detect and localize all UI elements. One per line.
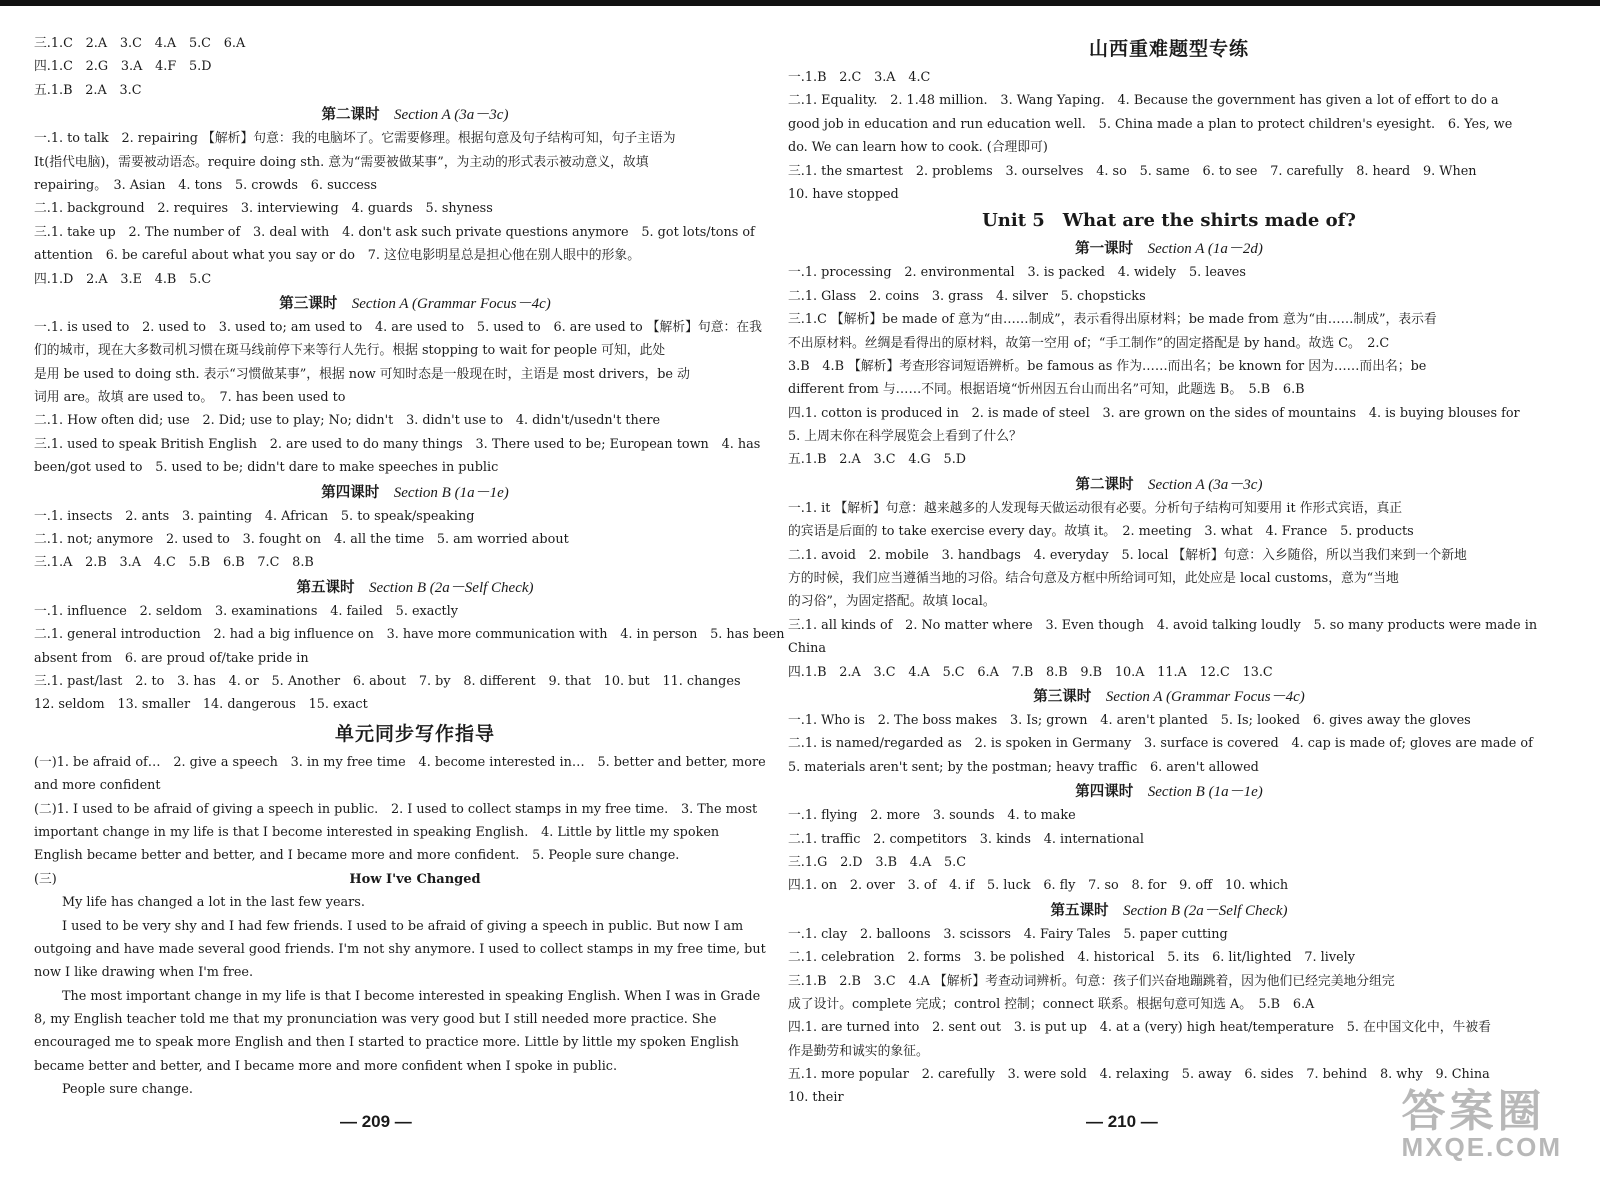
answer-block [788,804,1550,898]
answer-block [34,32,796,102]
answer-line: 的习俗”，为固定搭配。故填 local。 [788,594,996,610]
answer-line: It(指代电脑)，需要被动语态。require doing sth. 意为“需要被做某事”，为主动的形式表示被动意义，故填 [34,154,649,170]
answer-line: 不出原材料。丝绸是看得出的原材料，故第一空用 of；“手工制作”的固定搭配是 by hand。故选 C。 2.C [788,335,1390,351]
answer-line: 3.B 4.B 【解析】考查形容词短语辨析。be famous as 作为……而出名；be known for 因为……而出名；be [788,358,1427,374]
answer-line: 方的时候，我们应当遵循当地的习俗。结合句意及方框中所给词可知，此处应是 local customs，意为“当地 [788,571,1399,587]
answer-line: 5. materials aren't sent; by the postman; heavy traffic 6. aren't allowed [788,759,1259,775]
answer-block [788,497,1550,684]
lesson-heading [788,684,1550,709]
unit-heading: Unit 5 What are the shirts made of? [982,210,1356,232]
lesson-title: 第三课时 [1033,687,1092,705]
left-page-column [34,32,796,1102]
right-page-column [788,32,1550,1110]
top-border [0,0,1600,6]
section-label: Section B (1a－1e) [393,484,509,501]
answer-line: 三.1. all kinds of 2. No matter where 3. Even though 4. avoid talking loudly 5. so many products were made in [788,617,1538,633]
section-label: Section A (3a－3c) [1148,476,1263,493]
answer-line: 三.1.B 2.B 3.C 4.A 【解析】考查动词辨析。句意：孩子们兴奋地蹦跳着，因为他们已经完美地分组完 [788,973,1395,989]
answer-line: 二.1. Equality. 2. 1.48 million. 3. Wang Yaping. 4. Because the government has given a lot of effort to do a [788,93,1499,109]
answer-line: 二.1. traffic 2. competitors 3. kinds 4. international [788,831,1144,847]
answer-line: encouraged me to speak more English and then I started to practice more. Little by little my spoken English [34,1035,739,1051]
answer-block [788,66,1550,206]
lesson-heading [788,779,1550,804]
answer-line: 五.1.B 2.A 3.C 4.G 5.D [788,452,967,468]
section-label: Section A (1a－2d) [1147,241,1263,258]
answer-line: 三.1.G 2.D 3.B 4.A 5.C [788,854,967,870]
lesson-title: 第二课时 [321,106,380,124]
answer-line: 一.1.B 2.C 3.A 4.C [788,70,931,85]
answer-line: 作是勤劳和诚实的象征。 [788,1043,929,1059]
answer-line: 10. have stopped [788,186,899,202]
answer-line: 一.1. to talk 2. repairing 【解析】句意：我的电脑坏了。它需要修理。根据句意及句子结构可知，句子主语为 [34,131,676,147]
lesson-heading [34,291,796,316]
watermark-line-2: MXQE.COM [1401,1132,1562,1162]
answer-line: China [788,641,826,657]
answer-line: I used to be very shy and I had few friends. I used to be afraid of giving a speech in public. But now I am [62,918,744,934]
answer-line: 三.1.C 2.A 3.C 4.A 5.C 6.A [34,36,246,51]
answer-line: 一.1. influence 2. seldom 3. examinations 4. failed 5. exactly [34,603,459,619]
answer-line: 三.1.A 2.B 3.A 4.C 5.B 6.B 7.C 8.B [34,555,314,571]
essay-paragraph [34,1078,796,1101]
lesson-title: 第三课时 [279,294,338,312]
section-label: Section B (2a－Self Check) [368,579,534,596]
answer-line: good job in education and run education well. 5. China made a plan to protect children's eyesight. 6. Yes, we [788,116,1513,132]
lesson-title: 第四课时 [1075,783,1134,801]
lesson-heading [788,236,1550,261]
answer-line: attention 6. be careful about what you say or do 7. 这位电影明星总是担心他在别人眼中的形象。 [34,248,640,264]
answer-line: been/got used to 5. used to be; didn't dare to make speeches in public [34,460,499,476]
lesson-heading [34,102,796,127]
lesson-heading [34,575,796,600]
essay-paragraph [34,891,796,914]
answer-line: 三.1.C 【解析】be made of 意为“由……制成”，表示看得出原材料；be made from 意为“由……制成”，表示看 [788,312,1437,328]
answer-line: outgoing and have made several good friends. I'm not shy anymore. I used to collect stamps in my free time, but [34,941,766,957]
answer-line: (二)1. I used to be afraid of giving a speech in public. 2. I used to collect stamps in my free time. 3. The most [34,801,758,817]
answer-line: absent from 6. are proud of/take pride in [34,650,309,666]
answer-line: 三.1. the smartest 2. problems 3. ourselves 4. so 5. same 6. to see 7. carefully 8. heard 9. When [788,163,1477,179]
answer-line: 四.1.C 2.G 3.A 4.F 5.D [34,59,212,75]
answer-line: 一.1. Who is 2. The boss makes 3. Is; grown 4. aren't planted 5. Is; looked 6. gives away the gloves [788,712,1471,728]
answer-line: 是用 be used to doing sth. 表示“习惯做某事”，根据 now 可知时态是一般现在时，主语是 most drivers，be 动 [34,366,690,382]
watermark [1401,1087,1562,1162]
lesson-title: 第二课时 [1075,475,1134,493]
answer-line: 成了设计。complete 完成；control 控制；connect 联系。根据句意可知选 A。 5.B 6.A [788,996,1315,1012]
answer-line: and more confident [34,778,161,794]
answer-line: 二.1. avoid 2. mobile 3. handbags 4. everyday 5. local 【解析】句意：入乡随俗，所以当我们来到一个新地 [788,547,1467,563]
page-number-right: — 210 — [1086,1112,1158,1131]
essay-title: How I've Changed [349,871,481,887]
answer-line: 一.1. it 【解析】句意：越来越多的人发现每天做运动很有必要。分析句子结构可知要用 it 作形式宾语，真正 [788,500,1403,516]
answer-line: 的宾语是后面的 to take exercise every day。故填 it。 2. meeting 3. what 4. France 5. products [788,524,1414,540]
answer-line: 12. seldom 13. smaller 14. dangerous 15. exact [34,697,368,713]
answer-block [34,600,796,717]
answer-block [34,316,796,480]
answer-line: 8, my English teacher told me that my pronunciation was very good but I still needed more practice. She [34,1012,717,1028]
answer-line: 二.1. celebration 2. forms 3. be polished 4. historical 5. its 6. lit/lighted 7. lively [788,950,1355,966]
answer-line: repairing。 3. Asian 4. tons 5. crowds 6. success [34,177,377,193]
section-label: Section B (2a－Self Check) [1122,902,1288,919]
answer-line: My life has changed a lot in the last few years. [62,895,365,911]
lesson-heading [34,480,796,505]
answer-block [788,261,1550,472]
answer-line: became better and better, and I became more and more confident when I spoke in public. [34,1058,618,1074]
answer-line: 四.1.D 2.A 3.E 4.B 5.C [34,271,212,287]
answer-line: 四.1. are turned into 2. sent out 3. is put up 4. at a (very) high heat/temperature 5. 在中国文化中，牛被看 [788,1020,1491,1036]
section-heading: 单元同步写作指导 [334,722,495,745]
answer-line: important change in my life is that I become interested in speaking English. 4. Little by little my spoken [34,824,720,840]
lesson-heading [788,472,1550,497]
answer-line: 四.1. cotton is produced in 2. is made of steel 3. are grown on the sides of mountains 4. is buying blouses for [788,405,1520,421]
answer-line: 三.1. take up 2. The number of 3. deal with 4. don't ask such private questions anymore 5. got lots/tons of [34,224,755,240]
answer-line: 一.1. insects 2. ants 3. painting 4. African 5. to speak/speaking [34,508,475,524]
section-label: Section A (3a－3c) [394,107,509,124]
answer-line: 五.1.B 2.A 3.C [34,82,142,98]
lesson-heading [788,898,1550,923]
section-label: Section B (1a－1e) [1147,784,1263,801]
answer-line: 二.1. background 2. requires 3. interviewing 4. guards 5. shyness [34,201,493,217]
answer-line: now I like drawing when I'm free. [34,965,254,981]
answer-block [34,127,796,291]
answer-line: People sure change. [62,1082,193,1098]
answer-line: 四.1.B 2.A 3.C 4.A 5.C 6.A 7.B 8.B 9.B 10.A 11.A 12.C 13.C [788,664,1273,680]
section-label: Section A (Grammar Focus－4c) [1105,688,1305,705]
lesson-title: 第五课时 [296,578,355,596]
section-label: Section A (Grammar Focus－4c) [351,295,551,312]
page-number-left: — 209 — [340,1112,412,1131]
answer-line: 四.1. on 2. over 3. of 4. if 5. luck 6. fly 7. so 8. for 9. off 10. which [788,878,1289,894]
answer-block [788,709,1550,779]
answer-line: 五.1. more popular 2. carefully 3. were sold 4. relaxing 5. away 6. sides 7. behind 8. why 9. China [788,1067,1490,1083]
essay-paragraph [34,985,796,1079]
answer-line: 们的城市，现在大多数司机习惯在斑马线前停下来等行人先行。根据 stopping to wait for people 可知，此处 [34,343,666,359]
answer-line: 一.1. is used to 2. used to 3. used to; am used to 4. are used to 5. used to 6. are used to 【解析】句意：在我 [34,319,762,335]
answer-line: 二.1. not; anymore 2. used to 3. fought on 4. all the time 5. am worried about [34,532,569,548]
answer-line: The most important change in my life is that I become interested in speaking English. When I was in Grade [62,988,761,1004]
answer-block [34,751,796,868]
answer-line: 一.1. clay 2. balloons 3. scissors 4. Fairy Tales 5. paper cutting [788,926,1228,942]
answer-block [34,505,796,575]
answer-line: 二.1. Glass 2. coins 3. grass 4. silver 5. chopsticks [788,288,1146,304]
answer-line: 词用 are。故填 are used to。 7. has been used to [34,390,346,406]
answer-line: 三.1. past/last 2. to 3. has 4. or 5. Another 6. about 7. by 8. different 9. that 10. but 11. changes [34,673,741,689]
answer-line: 三.1. used to speak British English 2. are used to do many things 3. There used to be; European town 4. has [34,436,761,452]
answer-line: English became better and better, and I became more and more confident. 5. People sure change. [34,848,680,864]
section-heading: 山西重难题型专练 [1088,38,1249,60]
answer-line: 一.1. flying 2. more 3. sounds 4. to make [788,808,1076,824]
answer-line: do. We can learn how to cook. (合理即可) [788,140,1048,156]
answer-line: 10. their [788,1090,844,1106]
watermark-line-1: 答案圈 [1401,1087,1546,1136]
essay-heading-row [34,868,796,891]
lesson-title: 第四课时 [321,483,380,501]
answer-line: 一.1. processing 2. environmental 3. is packed 4. widely 5. leaves [788,265,1246,281]
essay-label: (三) [34,871,57,887]
answer-block [788,923,1550,1110]
lesson-title: 第五课时 [1050,901,1109,919]
answer-line: 二.1. How often did; use 2. Did; use to play; No; didn't 3. didn't use to 4. didn't/usedn't there [34,413,661,429]
answer-line: 5. 上周末你在科学展览会上看到了什么？ [788,429,1022,445]
answer-line: (一)1. be afraid of… 2. give a speech 3. in my free time 4. become interested in… 5. better and better, more [34,754,766,770]
essay-paragraph [34,915,796,985]
answer-line: 二.1. is named/regarded as 2. is spoken in Germany 3. surface is covered 4. cap is made of; gloves are made of [788,736,1533,752]
lesson-title: 第一课时 [1075,240,1134,258]
answer-line: 二.1. general introduction 2. had a big influence on 3. have more communication with 4. in person 5. has been [34,627,785,643]
answer-line: different from 与……不同。根据语境“忻州因五台山而出名”可知，此题选 B。 5.B 6.B [788,382,1305,398]
